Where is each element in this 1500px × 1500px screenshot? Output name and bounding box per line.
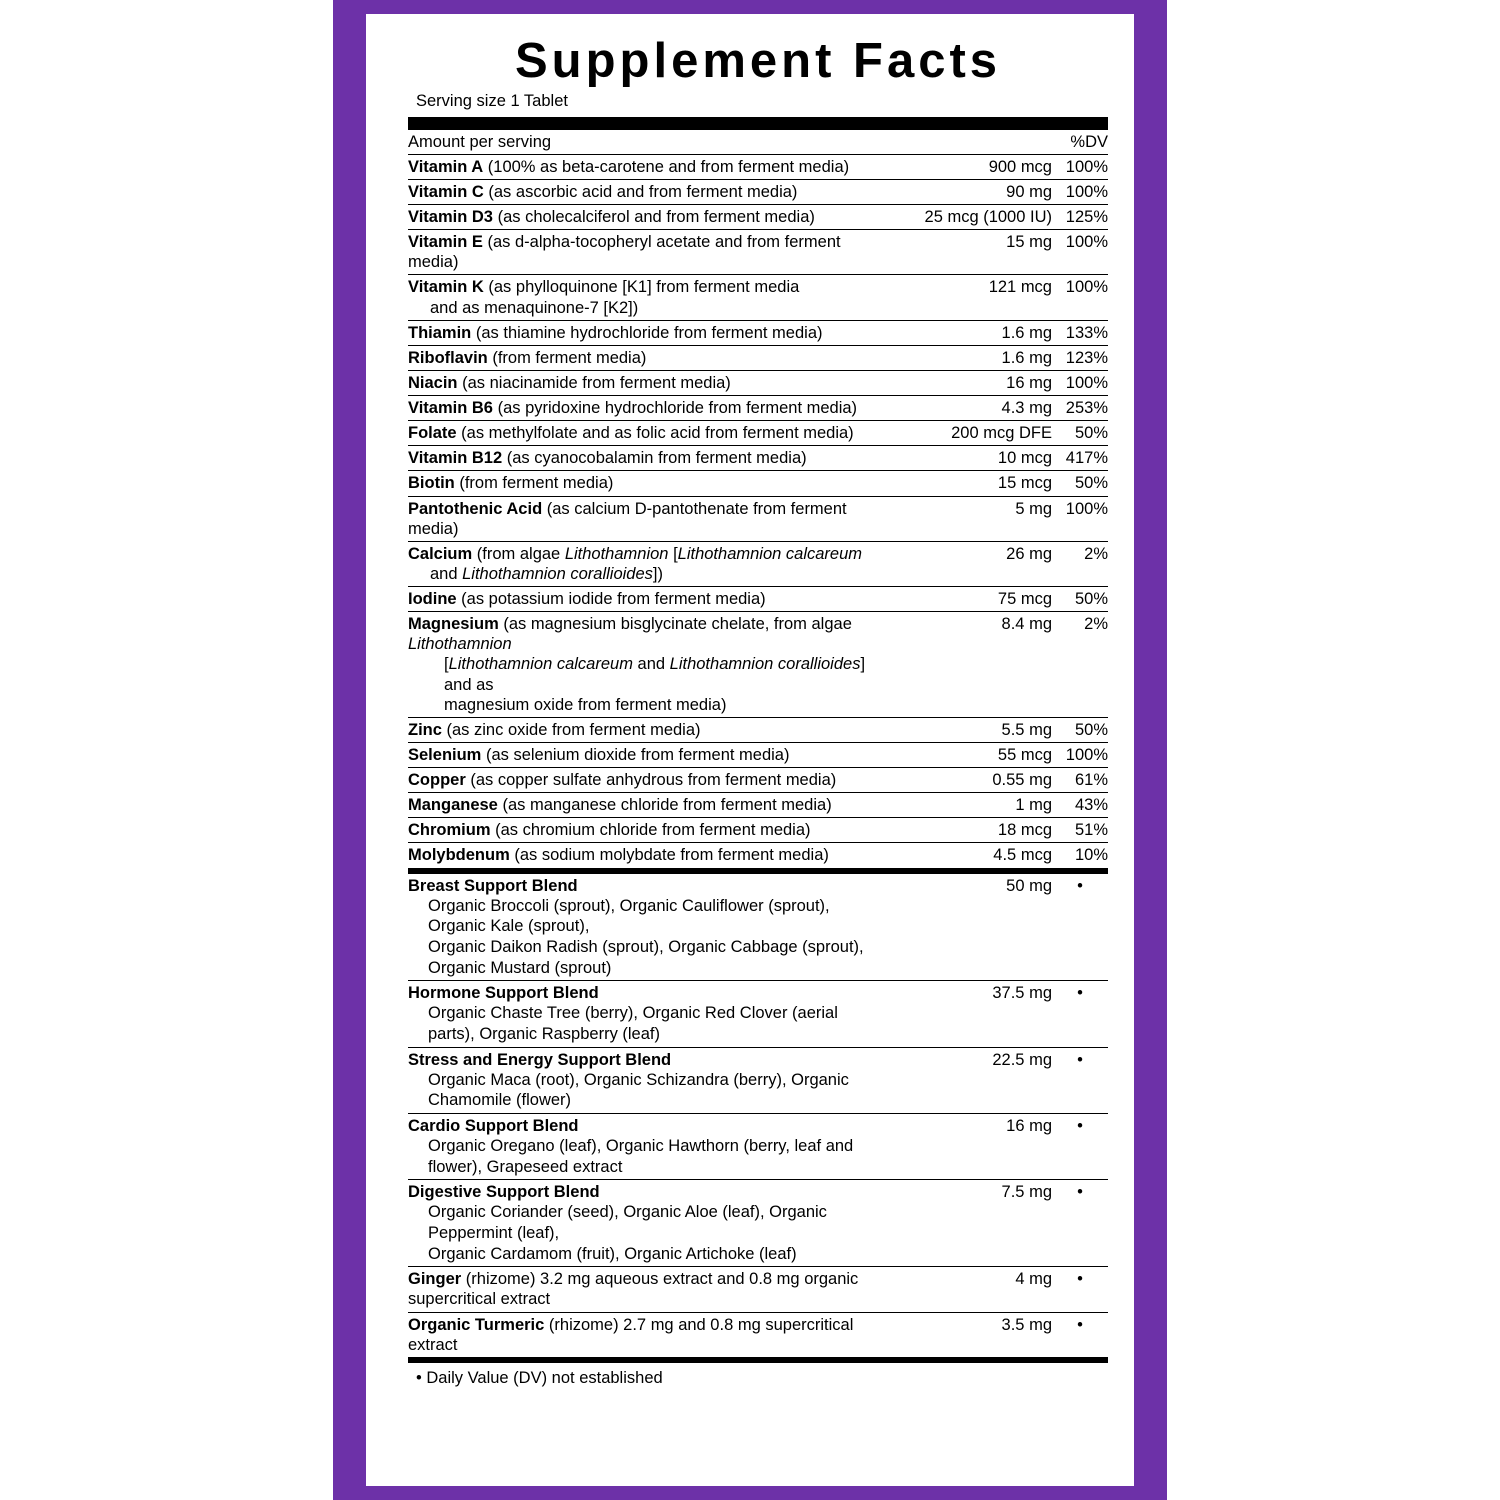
nutrient-detail: (as zinc oxide from ferment media) (441, 720, 701, 739)
nutrient-name: Vitamin K (408, 278, 484, 297)
nutrient-dv: 123% (1052, 345, 1108, 370)
nutrient-detail: (from ferment media) (454, 474, 614, 493)
nutrient-name: Biotin (408, 474, 455, 493)
supplement-facts-panel (408, 36, 1108, 1466)
nutrient-name: Manganese (408, 796, 498, 815)
divider-thick-top (408, 117, 1108, 130)
nutrient-detail: (as potassium iodide from ferment media) (456, 590, 766, 609)
blends-table (408, 874, 1108, 1357)
nutrient-name: Calcium (408, 544, 473, 563)
table-row (408, 768, 1108, 793)
blend-dv-dagger: • (1052, 874, 1108, 981)
nutrient-dv: 2% (1052, 541, 1108, 586)
nutrient-detail: (as magnesium bisglycinate chelate, from algae Lithothamnion (408, 615, 852, 654)
table-row (408, 717, 1108, 742)
nutrient-detail: (from ferment media) (487, 348, 647, 367)
table-row (408, 843, 1108, 868)
nutrient-amount: 1.6 mg (884, 345, 1052, 370)
nutrient-detail: (from algae Lithothamnion [Lithothamnion calcareum (472, 544, 863, 563)
table-row (408, 742, 1108, 767)
nutrient-dv: 253% (1052, 396, 1108, 421)
single-ingredient-amount: 4 mg (884, 1267, 1052, 1312)
table-row (408, 541, 1108, 586)
table-row (408, 446, 1108, 471)
nutrient-name: Vitamin D3 (408, 208, 493, 227)
nutrient-amount: 1.6 mg (884, 320, 1052, 345)
nutrient-dv: 133% (1052, 320, 1108, 345)
nutrient-dv: 100% (1052, 275, 1108, 320)
nutrient-name: Chromium (408, 821, 491, 840)
nutrient-amount: 4.5 mcg (993, 846, 1052, 865)
blend-items-line1: Organic Oregano (leaf), Organic Hawthorn (berry, leaf and flower), Grapeseed extract (428, 1137, 854, 1176)
blend-items-line2: Organic Cardamom (fruit), Organic Artichoke (leaf) (428, 1244, 797, 1263)
blend-dv-dagger: • (1052, 1180, 1108, 1267)
blend-amount: 50 mg (884, 874, 1052, 981)
table-row (408, 1180, 1108, 1267)
nutrient-dv: 50% (1052, 471, 1108, 496)
nutrient-name: Riboflavin (408, 348, 488, 367)
nutrient-detail: (as niacinamide from ferment media) (457, 373, 731, 392)
table-row (408, 587, 1108, 612)
nutrient-dv: 100% (1052, 370, 1108, 395)
nutrient-detail: (as chromium chloride from ferment media) (490, 821, 811, 840)
nutrient-amount: 900 mcg (884, 155, 1052, 180)
nutrient-amount: 10 mcg (884, 446, 1052, 471)
nutrient-detail: (as methylfolate and as folic acid from ferment media) (456, 424, 854, 443)
nutrient-name: Vitamin B12 (408, 449, 503, 468)
nutrient-dv: 417% (1052, 446, 1108, 471)
single-ingredient-amount: 3.5 mg (1001, 1315, 1052, 1334)
nutrient-amount: 26 mg (884, 541, 1052, 586)
blend-amount: 7.5 mg (884, 1180, 1052, 1267)
amount-header-table (408, 130, 1108, 155)
table-row (408, 275, 1108, 320)
table-row (408, 1113, 1108, 1179)
nutrient-detail: (as copper sulfate anhydrous from ferment media) (465, 771, 837, 790)
table-row (408, 421, 1108, 446)
nutrient-dv: 43% (1052, 793, 1108, 818)
table-row (408, 370, 1108, 395)
blend-items-line1: Organic Chaste Tree (berry), Organic Red Clover (aerial parts), Organic Raspberry (leaf) (428, 1004, 838, 1043)
nutrient-amount: 121 mcg (884, 275, 1052, 320)
nutrient-amount: 8.4 mg (884, 612, 1052, 718)
blend-amount: 16 mg (884, 1113, 1052, 1179)
page-title: Supplement Facts (514, 34, 1002, 88)
nutrients-table (408, 155, 1108, 868)
nutrient-detail-line2: and Lithothamnion corallioides]) (430, 564, 663, 583)
nutrient-amount: 25 mcg (1000 IU) (884, 205, 1052, 230)
nutrient-name: Pantothenic Acid (408, 499, 543, 518)
nutrient-detail: (as calcium D-pantothenate from ferment media) (408, 499, 847, 538)
nutrient-name: Folate (408, 424, 457, 443)
nutrient-amount: 5.5 mg (884, 717, 1052, 742)
dv-header-label: %DV (758, 130, 1108, 155)
nutrient-name: Niacin (408, 373, 458, 392)
nutrient-name: Vitamin C (408, 182, 484, 201)
nutrient-amount: 16 mg (884, 370, 1052, 395)
table-row (408, 818, 1108, 843)
blend-amount: 37.5 mg (884, 981, 1052, 1047)
blend-dv-dagger: • (1052, 981, 1108, 1047)
blend-dv-dagger: • (1052, 1113, 1108, 1179)
blend-items-line1: Organic Broccoli (sprout), Organic Cauliflower (sprout), Organic Kale (sprout), (428, 896, 830, 936)
blend-items-line1: Organic Maca (root), Organic Schizandra (berry), Organic Chamomile (flower) (428, 1070, 849, 1110)
nutrient-dv: 100% (1052, 742, 1108, 767)
nutrient-amount: 15 mcg (884, 471, 1052, 496)
blend-items-line2: Organic Daikon Radish (sprout), Organic Cabbage (sprout), Organic Mustard (sprout) (428, 937, 864, 977)
nutrient-name: Molybdenum (408, 846, 510, 865)
nutrient-dv: 100% (1052, 496, 1108, 541)
nutrient-amount: 15 mg (884, 230, 1052, 275)
nutrient-detail: (as selenium dioxide from ferment media) (481, 745, 790, 764)
table-row (408, 612, 1108, 718)
nutrient-detail: (as manganese chloride from ferment media) (497, 796, 832, 815)
blend-name: Cardio Support Blend (408, 1116, 579, 1135)
nutrient-name: Iodine (408, 590, 457, 609)
single-ingredient-name: Ginger (408, 1270, 462, 1289)
table-row (408, 981, 1108, 1047)
table-row (408, 345, 1108, 370)
nutrient-name: Vitamin E (408, 233, 483, 252)
table-row (408, 793, 1108, 818)
nutrient-detail: (as cyanocobalamin from ferment media) (502, 449, 807, 468)
blend-name: Breast Support Blend (408, 876, 578, 895)
nutrient-amount: 1 mg (884, 793, 1052, 818)
table-row (408, 320, 1108, 345)
nutrient-detail-line2: [Lithothamnion calcareum and Lithothamnion corallioides] and as (444, 655, 866, 694)
nutrient-dv: 100% (1052, 155, 1108, 180)
white-inner-panel (366, 14, 1134, 1486)
nutrient-amount: 5 mg (884, 496, 1052, 541)
nutrient-name: Zinc (408, 720, 442, 739)
table-row (408, 179, 1108, 204)
footnote-daily-value: • Daily Value (DV) not established (416, 1368, 663, 1387)
nutrient-detail: (as sodium molybdate from ferment media) (509, 846, 829, 865)
serving-size: Serving size 1 Tablet (416, 91, 568, 110)
nutrient-name: Vitamin B6 (408, 399, 493, 418)
nutrient-name: Vitamin A (408, 157, 484, 176)
single-ingredient-dagger: • (1077, 1315, 1083, 1334)
nutrient-dv: 50% (1052, 717, 1108, 742)
amount-header-row (408, 130, 1108, 155)
single-ingredient-detail: (rhizome) 3.2 mg aqueous extract and 0.8 mg organic supercritical extract (408, 1270, 859, 1309)
blend-items-line1: Organic Coriander (seed), Organic Aloe (leaf), Organic Peppermint (leaf), (428, 1203, 827, 1243)
nutrient-dv: 50% (1052, 421, 1108, 446)
nutrient-dv: 50% (1052, 587, 1108, 612)
blend-dv-dagger: • (1052, 1047, 1108, 1113)
nutrient-detail: (as pyridoxine hydrochloride from ferment media) (492, 399, 858, 418)
table-row (408, 1312, 1108, 1357)
amount-per-serving-label: Amount per serving (408, 130, 758, 155)
nutrient-detail: (as d-alpha-tocopheryl acetate and from ferment media) (408, 233, 841, 272)
nutrient-amount: 200 mcg DFE (884, 421, 1052, 446)
nutrient-name: Copper (408, 771, 466, 790)
blend-name: Stress and Energy Support Blend (408, 1050, 672, 1069)
nutrient-detail: (as cholecalciferol and from ferment media) (492, 208, 815, 227)
nutrient-detail: (100% as beta-carotene and from ferment media) (483, 157, 850, 176)
nutrient-amount: 4.3 mg (884, 396, 1052, 421)
table-row (408, 205, 1108, 230)
nutrient-dv: 125% (1052, 205, 1108, 230)
nutrient-detail: (as phylloquinone [K1] from ferment media (483, 278, 800, 297)
blend-amount: 22.5 mg (884, 1047, 1052, 1113)
nutrient-detail-line2: and as menaquinone-7 [K2]) (430, 298, 639, 317)
nutrient-dv: 100% (1052, 230, 1108, 275)
nutrient-amount: 0.55 mg (884, 768, 1052, 793)
nutrient-detail-line3: magnesium oxide from ferment media) (444, 695, 727, 714)
nutrient-name: Selenium (408, 745, 482, 764)
nutrient-amount: 18 mcg (884, 818, 1052, 843)
nutrient-detail: (as thiamine hydrochloride from ferment media) (471, 323, 823, 342)
single-ingredient-detail: (rhizome) 2.7 mg and 0.8 mg supercritical extract (408, 1315, 854, 1354)
table-row (408, 230, 1108, 275)
single-ingredient-dagger: • (1052, 1267, 1108, 1312)
blend-name: Digestive Support Blend (408, 1183, 600, 1202)
nutrient-amount: 55 mcg (884, 742, 1052, 767)
nutrient-dv: 2% (1052, 612, 1108, 718)
nutrient-amount: 75 mcg (884, 587, 1052, 612)
table-row (408, 471, 1108, 496)
table-row (408, 396, 1108, 421)
table-row (408, 1047, 1108, 1113)
nutrient-name: Magnesium (408, 615, 499, 634)
single-ingredient-name: Organic Turmeric (408, 1315, 545, 1334)
nutrient-name: Thiamin (408, 323, 472, 342)
nutrient-amount: 90 mg (884, 179, 1052, 204)
nutrient-detail: (as ascorbic acid and from ferment media) (483, 182, 798, 201)
nutrient-dv: 51% (1052, 818, 1108, 843)
table-row (408, 155, 1108, 180)
nutrient-dv: 100% (1052, 179, 1108, 204)
purple-border-frame (333, 0, 1167, 1500)
nutrient-dv: 61% (1052, 768, 1108, 793)
nutrient-dv: 10% (1074, 846, 1108, 865)
table-row (408, 496, 1108, 541)
table-row (408, 1267, 1108, 1312)
table-row (408, 874, 1108, 981)
blend-name: Hormone Support Blend (408, 984, 599, 1003)
